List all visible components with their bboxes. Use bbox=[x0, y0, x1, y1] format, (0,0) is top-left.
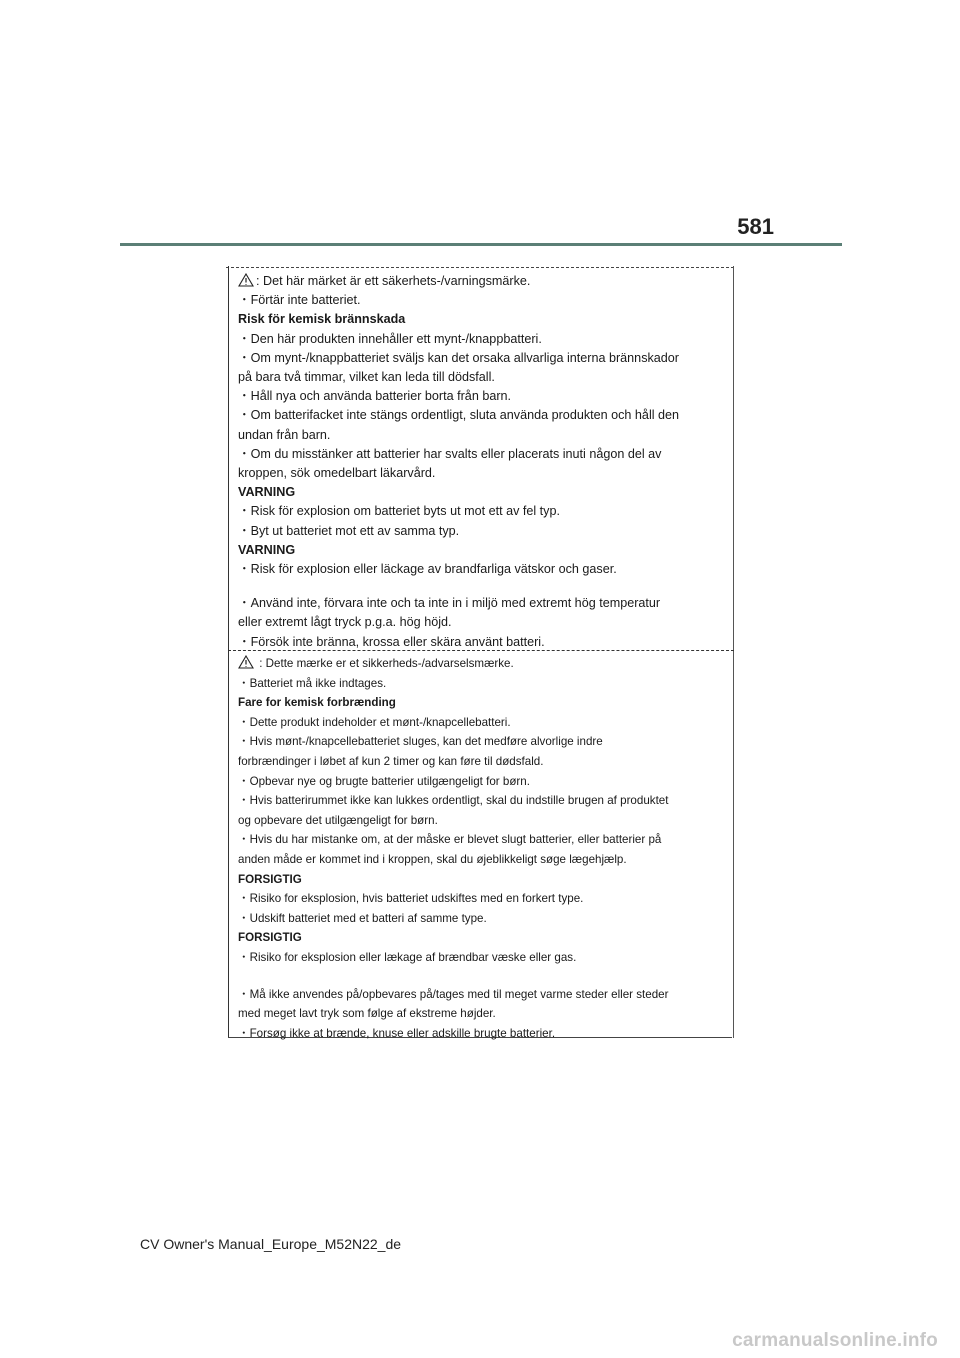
swedish-line-text: kroppen, sök omedelbart läkarvård. bbox=[238, 466, 436, 481]
swedish-line-2 bbox=[238, 310, 718, 329]
danish-line-6 bbox=[238, 772, 718, 792]
danish-line-8 bbox=[238, 811, 718, 831]
danish-line-text: ・Hvis mønt-/knapcellebatteriet sluges, kan det medføre alvorlige indre bbox=[238, 735, 603, 749]
swedish-line-5 bbox=[238, 368, 718, 387]
danish-line-text: ・Hvis du har mistanke om, at der måske er blevet slugt batterier, eller batterier på bbox=[238, 833, 662, 847]
swedish-line-text: undan från barn. bbox=[238, 427, 331, 442]
warning-triangle-icon bbox=[238, 273, 254, 287]
danish-line-text: : Dette mærke er et sikkerheds-/advarselsmærke. bbox=[256, 657, 514, 670]
danish-line-text: forbrændinger i løbet af kun 2 timer og kan føre til dødsfald. bbox=[238, 754, 544, 768]
swedish-line-text: : Det här märket är ett säkerhets-/varningsmärke. bbox=[256, 274, 531, 288]
danish-line-13 bbox=[238, 909, 718, 929]
page-number: 581 bbox=[737, 214, 774, 239]
swedish-line-text: ・Om mynt-/knappbatteriet sväljs kan det orsaka allvarliga interna brännskador bbox=[238, 350, 679, 365]
danish-line-11 bbox=[238, 870, 718, 890]
swedish-line-text: ・Risk för explosion om batteriet byts ut mot ett av fel typ. bbox=[238, 504, 560, 519]
swedish-line-text: ・Om du misstänker att batterier har svalts eller placerats inuti någon del av bbox=[238, 446, 662, 461]
swedish-line-13 bbox=[238, 522, 718, 541]
swedish-line-3 bbox=[238, 330, 718, 349]
swedish-line-text: ・Håll nya och använda batterier borta från barn. bbox=[238, 389, 512, 404]
danish-line-text: FORSIGTIG bbox=[238, 931, 302, 945]
swedish-line-text: ・Den här produkten innehåller ett mynt-/knappbatteri. bbox=[238, 331, 542, 346]
swedish-line-8 bbox=[238, 426, 718, 445]
swedish-line-text: ・Använd inte, förvara inte och ta inte in i miljö med extremt hög temperatur bbox=[238, 596, 661, 611]
danish-line-14 bbox=[238, 928, 718, 948]
swedish-line-0 bbox=[238, 272, 718, 291]
danish-line-text: Fare for kemisk forbrænding bbox=[238, 696, 396, 710]
danish-line-3 bbox=[238, 713, 718, 733]
swedish-line-text: ・Risk för explosion eller läckage av brandfarliga vätskor och gaser. bbox=[238, 562, 617, 577]
danish-line-16 bbox=[238, 985, 718, 1005]
danish-line-7 bbox=[238, 791, 718, 811]
danish-line-text: ・Risiko for eksplosion eller lækage af brændbar væske eller gas. bbox=[238, 950, 577, 964]
swedish-line-text: på bara två timmar, vilket kan leda till dödsfall. bbox=[238, 370, 495, 385]
swedish-line-text: Risk för kemisk brännskada bbox=[238, 312, 406, 327]
swedish-line-11 bbox=[238, 483, 718, 502]
swedish-line-7 bbox=[238, 406, 718, 425]
swedish-line-1 bbox=[238, 291, 718, 310]
warning-triangle-icon bbox=[238, 655, 254, 669]
danish-line-text: med meget lavt tryk som følge af ekstreme højder. bbox=[238, 1007, 496, 1021]
danish-line-text: og opbevare det utilgængeligt for børn. bbox=[238, 813, 438, 827]
swedish-line-text: ・Förtär inte batteriet. bbox=[238, 293, 361, 308]
danish-line-2 bbox=[238, 693, 718, 713]
danish-line-4 bbox=[238, 732, 718, 752]
danish-line-text: ・Forsøg ikke at brænde, knuse eller adskille brugte batterier. bbox=[238, 1026, 556, 1040]
danish-line-5 bbox=[238, 752, 718, 772]
danish-line-text: ・Dette produkt indeholder et mønt-/knapcellebatteri. bbox=[238, 715, 511, 729]
swedish-line-16 bbox=[238, 594, 718, 613]
danish-line-text: ・Batteriet må ikke indtages. bbox=[238, 676, 387, 690]
swedish-line-text: eller extremt lågt tryck p.g.a. hög höjd. bbox=[238, 615, 452, 630]
danish-line-12 bbox=[238, 889, 718, 909]
swedish-line-text: ・Om batterifacket inte stängs ordentligt, sluta använda produkten och håll den bbox=[238, 408, 680, 423]
danish-line-18 bbox=[238, 1024, 718, 1044]
swedish-line-10 bbox=[238, 464, 718, 483]
swedish-line-12 bbox=[238, 502, 718, 521]
danish-line-0 bbox=[238, 654, 718, 674]
danish-line-1 bbox=[238, 674, 718, 694]
swedish-line-6 bbox=[238, 387, 718, 406]
danish-line-text: ・Udskift batteriet med et batteri af samme type. bbox=[238, 911, 487, 925]
danish-line-text: FORSIGTIG bbox=[238, 872, 302, 886]
danish-line-15 bbox=[238, 948, 718, 968]
danish-line-10 bbox=[238, 850, 718, 870]
danish-line-9 bbox=[238, 830, 718, 850]
swedish-line-text: ・Byt ut batteriet mot ett av samma typ. bbox=[238, 523, 460, 538]
danish-line-text: ・Risiko for eksplosion, hvis batteriet udskiftes med en forkert type. bbox=[238, 892, 584, 906]
danish-line-text: ・Opbevar nye og brugte batterier utilgængeligt for børn. bbox=[238, 774, 530, 788]
swedish-line-4 bbox=[238, 349, 718, 368]
danish-line-text: ・Må ikke anvendes på/opbevares på/tages med til meget varme steder eller steder bbox=[238, 987, 669, 1001]
danish-line-text: ・Hvis batterirummet ikke kan lukkes ordentligt, skal du indstille brugen af produktet bbox=[238, 794, 669, 808]
swedish-line-15 bbox=[238, 560, 718, 579]
swedish-line-14 bbox=[238, 541, 718, 560]
swedish-line-text: VARNING bbox=[238, 542, 296, 557]
swedish-line-text: ・Försök inte bränna, krossa eller skära använt batteri. bbox=[238, 634, 545, 649]
danish-line-17 bbox=[238, 1004, 718, 1024]
danish-warning-text bbox=[238, 654, 718, 1043]
swedish-warning-text bbox=[238, 272, 718, 652]
swedish-line-9 bbox=[238, 445, 718, 464]
footer-manual-id: CV Owner's Manual_Europe_M52N22_de bbox=[140, 1236, 402, 1252]
swedish-line-text: VARNING bbox=[238, 485, 296, 500]
swedish-line-18 bbox=[238, 633, 718, 652]
watermark: carmanualsonline.info bbox=[732, 1330, 938, 1351]
danish-line-text: anden måde er kommet ind i kroppen, skal du øjeblikkeligt søge lægehjælp. bbox=[238, 852, 627, 866]
swedish-line-17 bbox=[238, 613, 718, 632]
header-rule bbox=[120, 243, 842, 246]
